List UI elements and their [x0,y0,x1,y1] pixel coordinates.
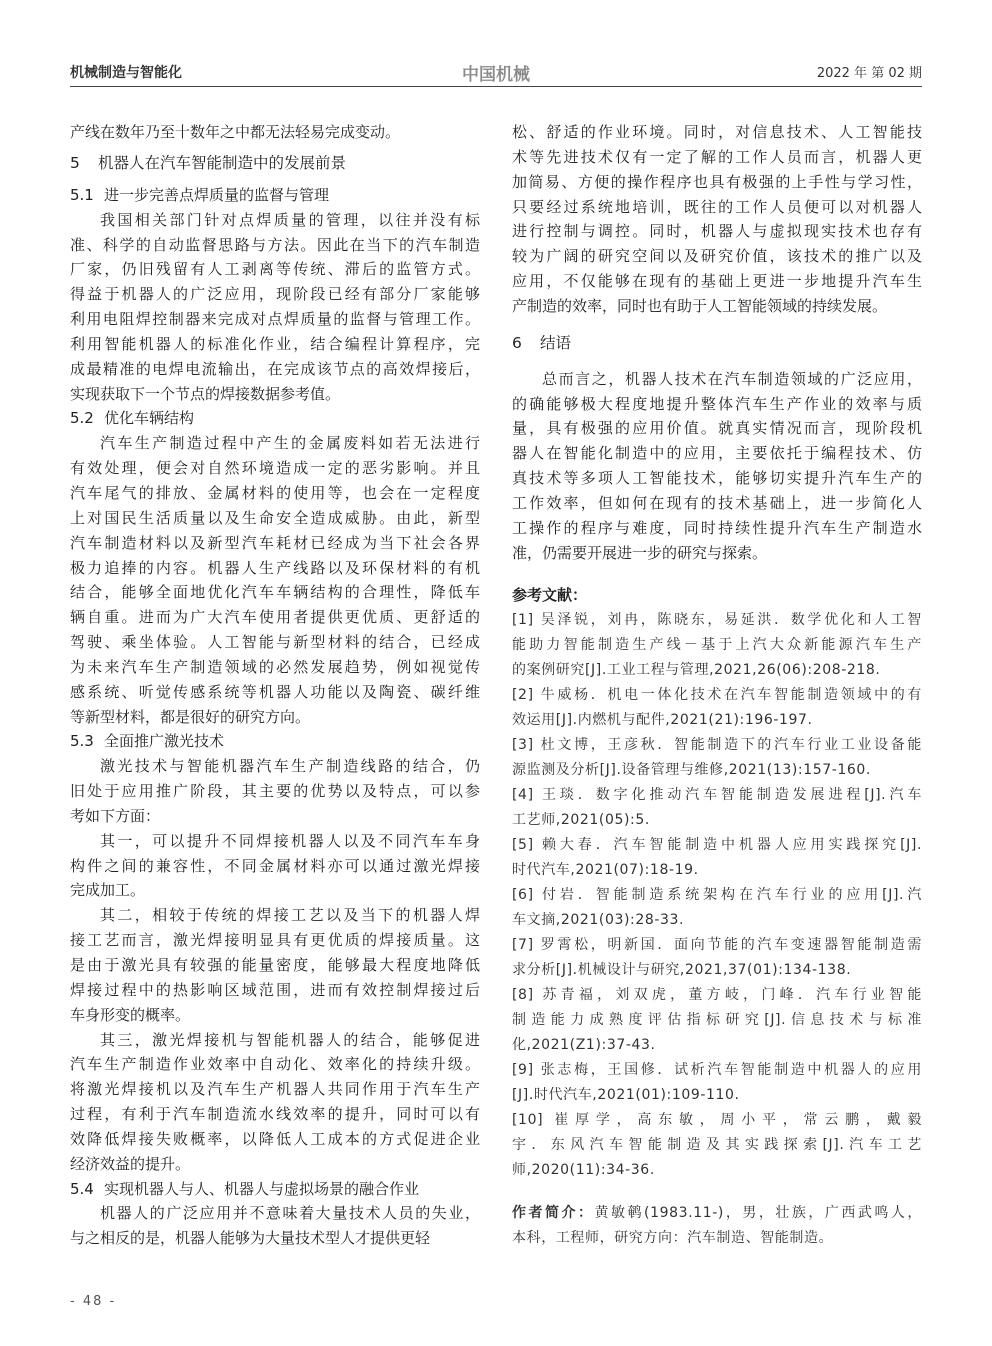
text-line: 机器人的广泛应用并不意味着大量技术人员的失业， [100,1204,480,1223]
text-line: 完成加工。 [70,881,146,900]
section-number: 6 [512,333,522,352]
reference-item [512,1108,922,1183]
text-line: 结合，能够全面地优化汽车车辆结构的合理性，降低车 [70,583,480,602]
text-line: 极力追捧的内容。机器人生产线路以及环保材料的有机 [70,558,480,577]
text-line: 的确能够极大程度地提升整体汽车生产作业的效率与质 [512,394,922,413]
text-line: 将激光焊接机以及汽车生产机器人共同作用于汽车生产 [70,1080,480,1099]
right-column [512,120,922,1251]
text-line: 加简易、方便的操作程序也具有极强的上手性与学习性， [512,172,922,191]
text-line: 得益于机器人的广泛应用，现阶段已经有部分厂家能够 [70,285,480,304]
text-line: 厂家，仍旧残留有人工剥离等传统、滞后的监管方式。 [70,260,480,279]
reference-line: 求分析[J].机械设计与研究,2021,37(01):134-138. [512,961,852,978]
reference-item [512,983,922,1058]
text-line: 其三，激光焊接机与智能机器人的结合，能够促进 [100,1030,480,1049]
reference-line: [1] 吴泽锐，刘冉，陈晓东，易延洪．数学优化和人工智 [512,611,922,628]
journal-section: 机械制造与智能化 [70,65,182,81]
section-number: 5 [70,153,80,172]
text-line: 感系统、听觉传感系统等机器人功能以及陶瓷、碳纤维 [70,682,480,701]
paragraph [70,1201,480,1251]
reference-item [512,833,922,883]
text-line: 实现获取下一个节点的焊接数据参考值。 [70,384,341,403]
subsection-heading [70,406,480,431]
text-line: 汽车尾气的排放、金属材料的使用等，也会在一定程度 [70,483,480,502]
reference-line: [4] 王琰．数字化推动汽车智能制造发展进程[J].汽车 [512,786,922,803]
reference-line: 效运用[J].内燃机与配件,2021(21):196-197. [512,711,813,728]
text-line: 激光技术与智能机器汽车生产制造线路的结合，仍 [100,757,480,776]
text-line: 汽车生产制造作业效率中自动化、效率化的持续升级。 [70,1055,480,1074]
text-line: 工操作的程序与难度，同时持续性提升汽车生产制造水 [512,518,922,537]
text-line: 焊接过程中的热影响区域范围，进而有效控制焊接过后 [70,980,480,999]
text-line: 产制造的效率，同时也有助于人工智能领域的持续发展。 [512,296,888,315]
subsection-heading [70,1177,480,1202]
text-line: 汽车生产制造过程中产生的金属废料如若无法进行 [100,434,480,453]
reference-line: [9] 张志梅，王国修．试析汽车智能制造中机器人的应用 [512,1061,922,1078]
text-line: 工作效率，但如何在现有的技术基础上，进一步简化人 [512,493,922,512]
reference-item [512,608,922,683]
text-line: 旧处于应用推广阶段，其主要的优势以及特点，可以参 [70,782,480,801]
reference-line: 制造能力成熟度评估指标研究[J].信息技术与标准 [512,1011,922,1028]
reference-line: [7] 罗霄松，明新国．面向节能的汽车变速器智能制造需 [512,936,922,953]
reference-item [512,1058,922,1108]
section-title: 优化车辆结构 [104,409,195,428]
text-line: 术等先进技术仅有一定了解的工作人员而言，机器人更 [512,147,922,166]
paragraph [70,903,480,1027]
text-line: 利用智能机器人的标准化作业，结合编程计算程序，完 [70,334,480,353]
reference-line: 的案例研究[J].工业工程与管理,2021,26(06):208-218. [512,661,881,678]
subsection-heading [70,729,480,754]
text-line: 汽车制造材料以及新型汽车耗材已经成为当下社会各界 [70,533,480,552]
section-heading [512,325,922,363]
text-line: 准，仍需要开展进一步的研究与探索。 [512,543,768,562]
reference-line: [10] 崔厚学，高东敏，周小平，常云鹏，戴毅 [512,1111,922,1128]
reference-item [512,933,922,983]
reference-line: 能助力智能制造生产线－基于上汽大众新能源汽车生产 [512,636,922,653]
text-line: 构件之间的兼容性，不同金属材料亦可以通过激光焊接 [70,856,480,875]
reference-line: [J].时代汽车,2021(01):109-110. [512,1086,740,1103]
text-line: 与之相反的是，机器人能够为大量技术型人才提供更轻 [70,1229,431,1248]
reference-line: 宇．东风汽车智能制造及其实践探索[J].汽车工艺 [512,1136,922,1153]
text-line: 准、科学的自动监督思路与方法。因此在当下的汽车制造 [70,235,480,254]
section-number: 5.3 [70,732,94,751]
paragraph [70,120,480,145]
text-line: 经济效益的提升。 [70,1154,191,1173]
text-line: 是由于激光具有较强的能量密度，能够最大程度地降低 [70,956,480,974]
paragraph [70,431,480,729]
section-heading [70,145,480,183]
text-line: 上对国民生活质量以及生命安全造成威胁。由此，新型 [70,508,480,527]
text-line: 驾驶、乘坐体验。人工智能与新型材料的结合，已经成 [70,633,480,652]
text-line: 利用电阻焊控制器来完成对点焊质量的监督与管理工作。 [70,310,480,329]
reference-line: 化,2021(Z1):37-43. [512,1036,656,1053]
text-line: 过程，有利于汽车制造流水线效率的提升，同时可以有 [70,1105,480,1124]
reference-line: 工艺师,2021(05):5. [512,811,650,828]
section-title: 机器人在汽车智能制造中的发展前景 [98,153,347,172]
section-title: 实现机器人与人、机器人与虚拟场景的融合作业 [104,1179,420,1198]
reference-item [512,783,922,833]
journal-title: 中国机械 [462,65,530,85]
text-line: 进行控制与调控。同时，机器人与虚拟现实技术也存有 [512,222,922,241]
text-line: 接工艺而言，激光焊接明显具有更优质的焊接质量。这 [70,931,480,950]
reference-line: [2] 牛威杨．机电一体化技术在汽车智能制造领域中的有 [512,686,922,703]
text-line: 器人在智能化制造中的应用，主要依托于编程技术、仿 [512,444,922,463]
reference-line: [5] 赖大春．汽车智能制造中机器人应用实践探究[J]. [512,836,922,853]
text-line: 等新型材料，都是很好的研究方向。 [70,707,311,726]
author-line [512,1201,922,1226]
text-line: 应用，不仅能够在现有的基础上更进一步地提升汽车生 [512,272,922,291]
reference-line: [8] 苏青福，刘双虎，董方岐，门峰．汽车行业智能 [512,986,922,1003]
subsection-heading [70,183,480,208]
text-line: 有效处理，便会对自然环境造成一定的恶劣影响。并且 [70,459,480,478]
author-line: 本科，工程师，研究方向：汽车制造、智能制造。 [512,1229,834,1246]
references-title: 参考文献： [512,585,588,604]
reference-line: 时代汽车,2021(07):18-19. [512,861,699,878]
reference-line: 师,2020(11):34-36. [512,1161,655,1178]
reference-item [512,883,922,933]
reference-line: 车文摘,2021(03):28-33. [512,911,685,928]
text-line: 效降低焊接失败概率，以降低人工成本的方式促进企业 [70,1129,480,1148]
text-line: 考如下方面： [70,806,161,825]
left-column [70,120,480,1251]
section-number: 5.2 [70,409,94,428]
text-line: 真技术等多项人工智能技术，能够切实提升汽车生产的 [512,469,922,488]
paragraph [512,367,922,566]
issue-info: 2022 年 第 02 期 [816,66,922,81]
reference-item [512,733,922,783]
section-title: 全面推广激光技术 [104,732,225,751]
text-line: 只要经过系统地培训，既往的工作人员便可以对机器人 [512,197,922,216]
text-line: 我国相关部门针对点焊质量的管理，以往并没有标 [100,210,480,229]
paragraph [70,1028,480,1177]
text-line: 较为广阔的研究空间以及研究价值，该技术的推广以及 [512,247,922,266]
page-number: - 48 - [70,1294,117,1309]
paragraph [512,120,922,319]
text-line: 松、舒适的作业环境。同时，对信息技术、人工智能技 [512,123,922,141]
section-number: 5.4 [70,1179,94,1198]
section-number: 5.1 [70,185,94,204]
text-line: 其一，可以提升不同焊接机器人以及不同汽车车身 [100,831,480,850]
text-line: 量，具有极强的应用价值。就真实情况而言，现阶段机 [512,419,922,438]
author-bio [512,1201,922,1251]
text-line: 辆自重。进而为广大汽车使用者提供更优质、更舒适的 [70,608,480,627]
text-line: 产线在数年乃至十数年之中都无法轻易完成变动。 [70,123,401,141]
author-label: 作者简介： [512,1204,595,1221]
author-text: 黄敏鹌(1983.11-)，男，壮族，广西武鸣人， [594,1204,922,1221]
paragraph [70,754,480,829]
text-line: 车身形变的概率。 [70,1005,191,1024]
text-line: 为未来汽车生产制造领域的必然发展趋势，例如视觉传 [70,657,480,676]
reference-line: [6] 付岩．智能制造系统架构在汽车行业的应用[J].汽 [512,886,922,903]
reference-item [512,683,922,733]
section-title: 结语 [540,333,572,352]
page-header [70,58,922,87]
text-line: 成最精准的电焊电流输出，在完成该节点的高效焊接后， [70,359,480,378]
paragraph [70,829,480,904]
reference-line: [3] 杜文博，王彦秋．智能制造下的汽车行业工业设备能 [512,736,922,753]
section-title: 进一步完善点焊质量的监督与管理 [104,185,330,204]
reference-line: 源监测及分析[J].设备管理与维修,2021(13):157-160. [512,761,871,778]
paragraph [70,208,480,407]
text-line: 其二，相较于传统的焊接工艺以及当下的机器人焊 [100,906,480,925]
text-line: 总而言之，机器人技术在汽车制造领域的广泛应用， [542,369,922,388]
